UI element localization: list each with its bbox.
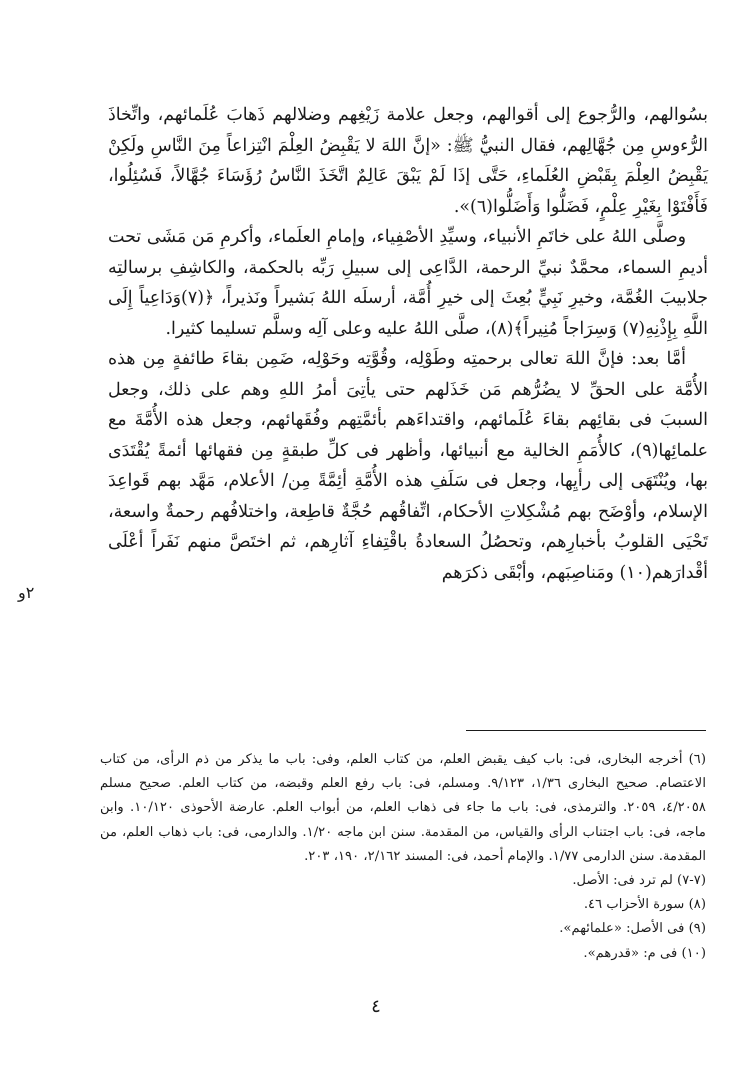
paragraph-1: بسُوالهم، والرُّجوع إلى أقوالهم، وجعل علامة زَيْغِهم وضلالهم ذَهابَ عُلَمائهم، واتِّخاذَ الرُّءوسِ مِن جُهَّالِهم، فقال النبيُّ ﷺ: «إنَّ اللهَ لا يَقْبِضُ العِلْمَ انْتِزاعاً مِنَ النَّاسِ ولَكِنْ يَقْبِضُ العِلْمَ بِقَبْضِ العُلَماءِ، حَتَّى إذَا لَمْ يَبْقَ عَالِمٌ اتَّخَذَ النَّاسُ رُؤَسَاءَ جُهَّالاً، فَسُئِلُوا، فَأَفْتَوْا بِغَيْرِ عِلْمٍ، فَضَلُّوا وَأَضَلُّوا(٦)». (108, 105, 708, 217)
manuscript-folio-marker: ٢و (18, 583, 35, 602)
main-text (108, 100, 708, 588)
footnote-8: (٨) سورة الأحزاب ٤٦. (583, 897, 706, 913)
footnote-9: (٩) فى الأصل: «علمائهم». (559, 921, 706, 937)
page-number: ٤ (371, 996, 381, 1017)
footnotes (100, 748, 706, 966)
paragraph-2: وصلَّى اللهُ على خاتَمِ الأنبياء، وسيِّدِ الأصْفِياء، وإمامِ العلَماء، وأكرمِ مَن مَشَى تحت أديمِ السماء، محمَّدٌ نبيِّ الرحمة، الدَّاعِى إلى سبيلِ رَبِّه بالحكمة، والكاشِفِ برسالتِه جلابيبَ الغُمَّة، وخيرِ نَبِيٍّ بُعِثَ إلى خيرِ أُمَّة، أرسلَه اللهُ بَشيراً ونَذيراً، ﴿(٧)وَدَاعِياً إِلَى اللَّهِ بِإِذْنِهِ(٧) وَسِرَاجاً مُنِيراً﴾(٨)، صلَّى اللهُ عليه وعلى آلِه وسلَّم تسليما كثيرا. (108, 227, 708, 339)
paragraph-3: أمَّا بعد: فإنَّ اللهَ تعالى برحمتِه وطَوْلِه، وقُوَّتِه وحَوْلِه، ضَمِن بقاءَ طائفةٍ مِن هذه الأُمَّة على الحقِّ لا يضُرُّهم مَن خَذَلهم حتى يأتِىَ أمرُ اللهِ وهم على ذلك، وجعل السببَ فى بقائِهم بقاءَ عُلَمائهم، واقتداءَهم بأئمَّتِهم وفُقَهائهم، وجعل هذه الأُمَّةَ مع علمائِها(٩)، كالأُمَمِ الخالية مع أنبيائها، وأظهر فى كلِّ طبقةٍ مِن فقهائها أئمةً يُقْتَدَى بها، ويُنْتَهَى إلى رأيِها، وجعل فى سَلَفِ هذه الأُمَّةِ أئِمَّةً مِن/ الأعلام، مَهَّد بهم قَواعِدَ الإسلام، وأوْضَح بهم مُشْكِلاتِ الأحكام، اتِّفاقُهم حُجَّةٌ قاطِعة، واختلافُهم رحمةٌ واسعة، تَحْيَى القلوبُ بأخبارِهم، وتحصُلُ السعادةُ باقْتِفاءِ آثارِهم، ثم اختَصَّ منهم نَفَراً أعْلَى أقْدارَهم(١٠) ومَناصِبَهم، وأبْقَى ذكرَهم (108, 349, 708, 583)
footnote-7: (٧-٧) لم ترد فى: الأصل. (572, 873, 706, 889)
footnote-6: (٦) أخرجه البخارى، فى: باب كيف يقبض العلم، من كتاب العلم، وفى: باب ما يذكر من ذم الرأى، من كتاب الاعتصام. صحيح البخارى ١/٣٦، ٩/١٢٣. ومسلم، فى: باب رفع العلم وقبضه، من كتاب العلم. صحيح مسلم ٤/٢٠٥٨، ٢٠٥٩. والترمذى، فى: باب ما جاء فى ذهاب العلم، من أبواب العلم. عارضة الأحوذى ١٠/١٢٠. وابن ماجه، فى: باب اجتناب الرأى والقياس، من المقدمة. سنن ابن ماجه ١/٢٠. والدارمى، فى: باب ذهاب العلم، من المقدمة. سنن الدارمى ١/٧٧. والإمام أحمد، فى: المسند ٢/١٦٢، ١٩٠، ٢٠٣. (100, 752, 706, 864)
footnote-separator (466, 730, 706, 731)
footnote-10: (١٠) فى م: «قدرهم». (583, 945, 706, 961)
